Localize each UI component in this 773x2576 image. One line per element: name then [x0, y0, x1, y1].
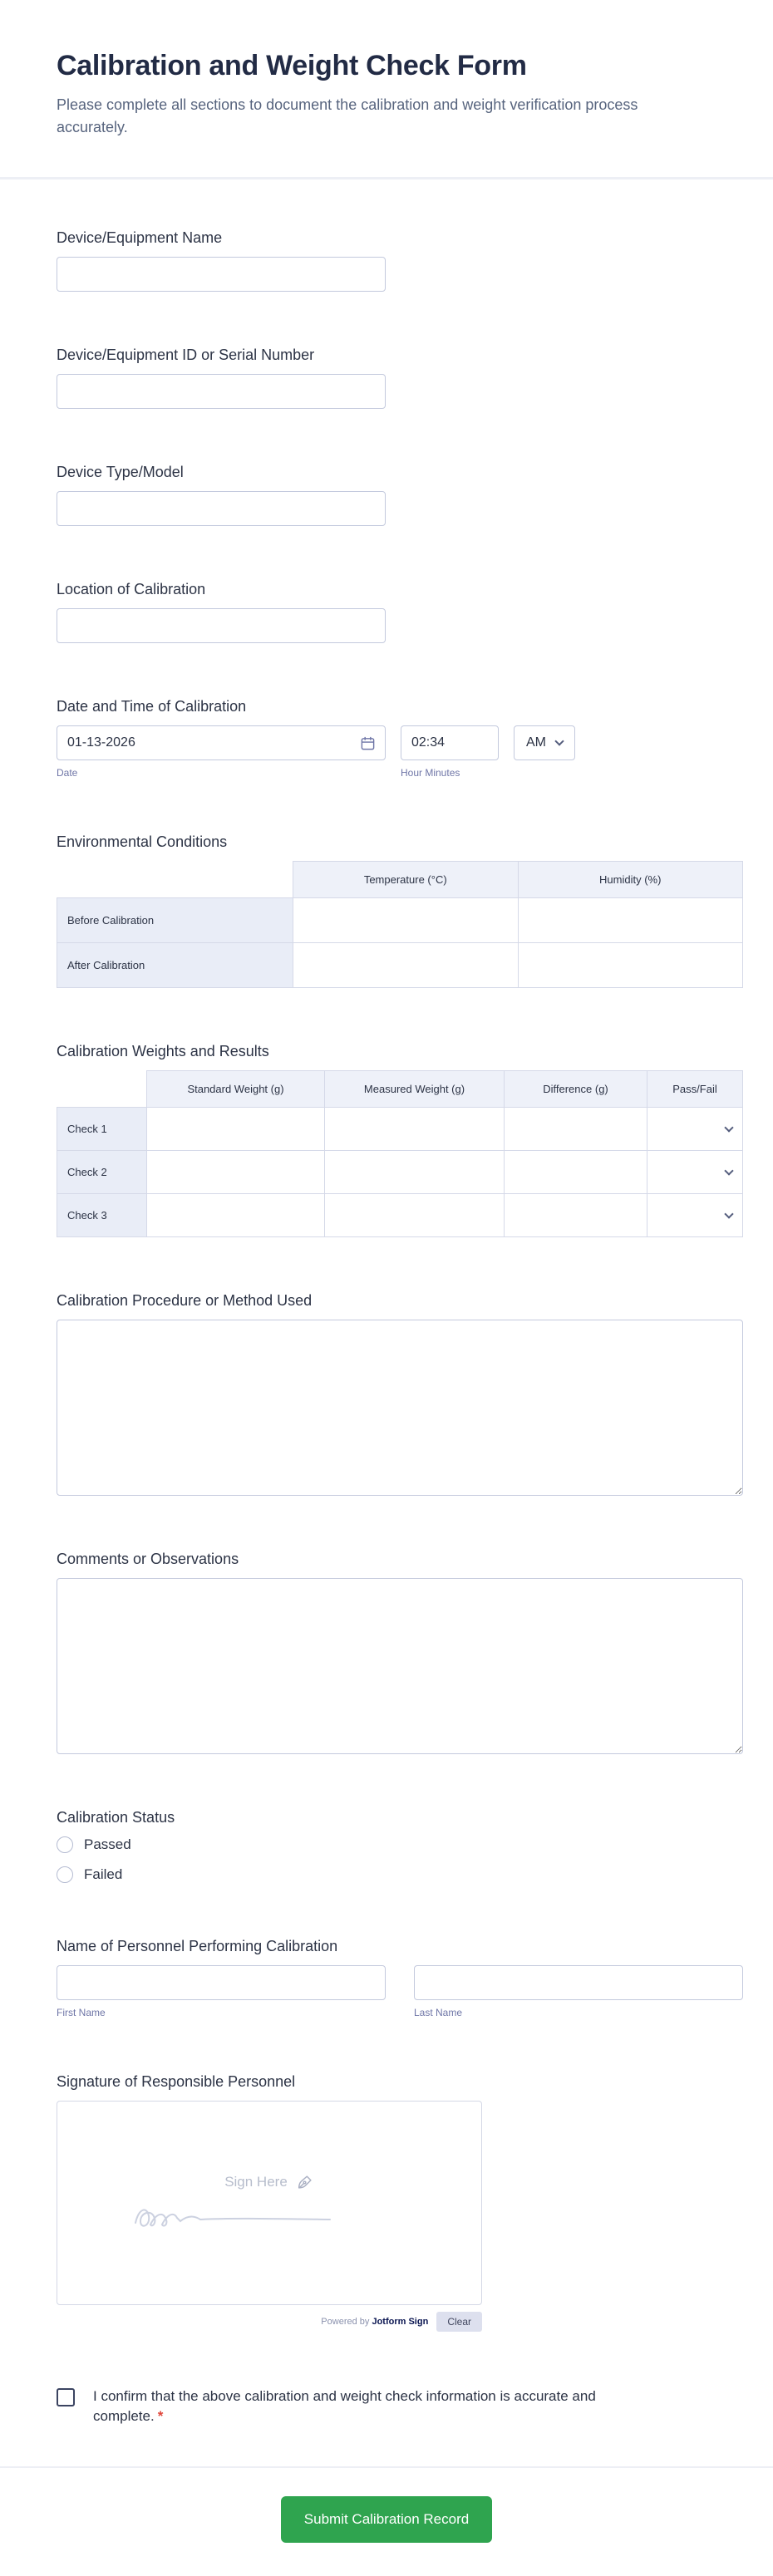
radio-icon [57, 1836, 73, 1853]
location-input[interactable] [57, 608, 386, 643]
env-cell-input[interactable] [518, 898, 743, 943]
row-header: Check 2 [57, 1151, 147, 1194]
device-id-input[interactable] [57, 374, 386, 409]
table-row [57, 1194, 743, 1237]
date-field [57, 725, 386, 779]
signature-pad[interactable] [57, 2101, 482, 2305]
confirm-checkbox[interactable] [57, 2388, 75, 2406]
weights-results-label: Calibration Weights and Results [57, 1043, 269, 1059]
confirm-text [93, 2387, 642, 2426]
date-input[interactable] [57, 725, 386, 760]
date-sublabel: Date [57, 767, 78, 779]
table-row [57, 1151, 743, 1194]
weights-results-field [57, 1043, 743, 1237]
powered-by-text [321, 2317, 428, 2327]
column-header: Humidity (%) [518, 862, 743, 898]
table-row [57, 898, 743, 943]
status-field [57, 1809, 743, 1883]
last-name-sublabel: Last Name [414, 2007, 463, 2018]
location-field [57, 581, 743, 643]
page-title: Calibration and Weight Check Form [57, 50, 527, 81]
chevron-down-icon [724, 1209, 733, 1218]
row-header: After Calibration [57, 943, 293, 988]
weights-cell-input[interactable] [505, 1151, 647, 1194]
radio-option-failed[interactable] [57, 1866, 743, 1883]
weights-cell-input[interactable] [147, 1151, 325, 1194]
environmental-conditions-field [57, 833, 743, 988]
weights-cell-input[interactable] [147, 1108, 325, 1151]
status-label: Calibration Status [57, 1809, 175, 1826]
device-name-input[interactable] [57, 257, 386, 292]
first-name-input[interactable] [57, 1965, 386, 2000]
sign-here-placeholder [57, 2173, 481, 2191]
required-asterisk: * [157, 2407, 164, 2424]
table-corner-cell [57, 862, 293, 898]
jotform-brand-text: Jotform [372, 2317, 406, 2327]
confirmation-field [57, 2387, 743, 2426]
chevron-down-icon [554, 736, 564, 745]
column-header: Temperature (°C) [293, 862, 519, 898]
row-header: Check 1 [57, 1108, 147, 1151]
weights-table [57, 1070, 743, 1237]
radio-icon [57, 1866, 73, 1883]
table-corner-cell [57, 1071, 147, 1108]
personnel-label: Name of Personnel Performing Calibration [57, 1938, 338, 1954]
powered-by-label: Powered by [321, 2317, 370, 2327]
passfail-select[interactable] [647, 1151, 743, 1194]
column-header: Difference (g) [505, 1071, 647, 1108]
datetime-label: Date and Time of Calibration [57, 698, 247, 715]
signature-label: Signature of Responsible Personnel [57, 2073, 296, 2090]
weights-cell-input[interactable] [147, 1194, 325, 1237]
signature-footer [57, 2312, 482, 2332]
radio-option-passed[interactable] [57, 1836, 743, 1853]
device-type-label: Device Type/Model [57, 464, 184, 480]
env-cell-input[interactable] [293, 943, 519, 988]
calendar-icon[interactable] [352, 728, 382, 758]
personnel-field [57, 1938, 743, 2018]
pen-nib-icon [296, 2173, 314, 2191]
device-type-input[interactable] [57, 491, 386, 526]
device-name-field [57, 229, 743, 292]
submit-button[interactable]: Submit Calibration Record [281, 2496, 492, 2543]
last-name-input[interactable] [414, 1965, 743, 2000]
datetime-field [57, 698, 743, 779]
location-label: Location of Calibration [57, 581, 206, 597]
weights-cell-input[interactable] [505, 1194, 647, 1237]
procedure-textarea[interactable] [57, 1320, 743, 1496]
table-row [57, 943, 743, 988]
radio-option-label: Passed [84, 1836, 131, 1852]
passfail-select[interactable] [647, 1108, 743, 1151]
meridiem-value: AM [526, 735, 546, 750]
env-cell-input[interactable] [293, 898, 519, 943]
device-id-field [57, 347, 743, 409]
weights-cell-input[interactable] [325, 1108, 505, 1151]
submit-area [0, 2468, 773, 2576]
signature-field [57, 2073, 743, 2332]
jotform-sign-brand-text: Sign [408, 2317, 429, 2327]
chevron-down-icon [724, 1123, 733, 1132]
device-id-label: Device/Equipment ID or Serial Number [57, 347, 315, 363]
meridiem-select[interactable] [514, 725, 575, 760]
column-header: Pass/Fail [647, 1071, 743, 1108]
environmental-table [57, 861, 743, 988]
device-type-field [57, 464, 743, 526]
radio-option-label: Failed [84, 1866, 123, 1882]
page-subtitle: Please complete all sections to document the calibration and weight verification process accurately. [57, 96, 638, 135]
time-sublabel: Hour Minutes [401, 767, 460, 779]
comments-field [57, 1551, 743, 1754]
env-cell-input[interactable] [518, 943, 743, 988]
time-field [401, 725, 499, 779]
weights-cell-input[interactable] [325, 1194, 505, 1237]
form-header [0, 0, 773, 177]
chevron-down-icon [724, 1166, 733, 1175]
form-body [0, 179, 773, 2426]
comments-textarea[interactable] [57, 1578, 743, 1754]
table-row [57, 1108, 743, 1151]
passfail-select[interactable] [647, 1194, 743, 1237]
comments-label: Comments or Observations [57, 1551, 239, 1567]
signature-squiggle [130, 2193, 380, 2236]
row-header: Before Calibration [57, 898, 293, 943]
environmental-conditions-label: Environmental Conditions [57, 833, 228, 850]
column-header: Standard Weight (g) [147, 1071, 325, 1108]
confirm-statement: I confirm that the above calibration and weight check information is accurate and complete. [93, 2388, 596, 2424]
time-input[interactable] [401, 725, 499, 760]
row-header: Check 3 [57, 1194, 147, 1237]
first-name-sublabel: First Name [57, 2007, 106, 2018]
procedure-label: Calibration Procedure or Method Used [57, 1292, 313, 1309]
weights-cell-input[interactable] [505, 1108, 647, 1151]
weights-cell-input[interactable] [325, 1151, 505, 1194]
procedure-field [57, 1292, 743, 1496]
first-name-field [57, 1965, 386, 2018]
sign-here-text: Sign Here [224, 2174, 288, 2190]
device-name-label: Device/Equipment Name [57, 229, 223, 246]
column-header: Measured Weight (g) [325, 1071, 505, 1108]
last-name-field [414, 1965, 743, 2018]
clear-signature-button[interactable]: Clear [436, 2312, 482, 2332]
